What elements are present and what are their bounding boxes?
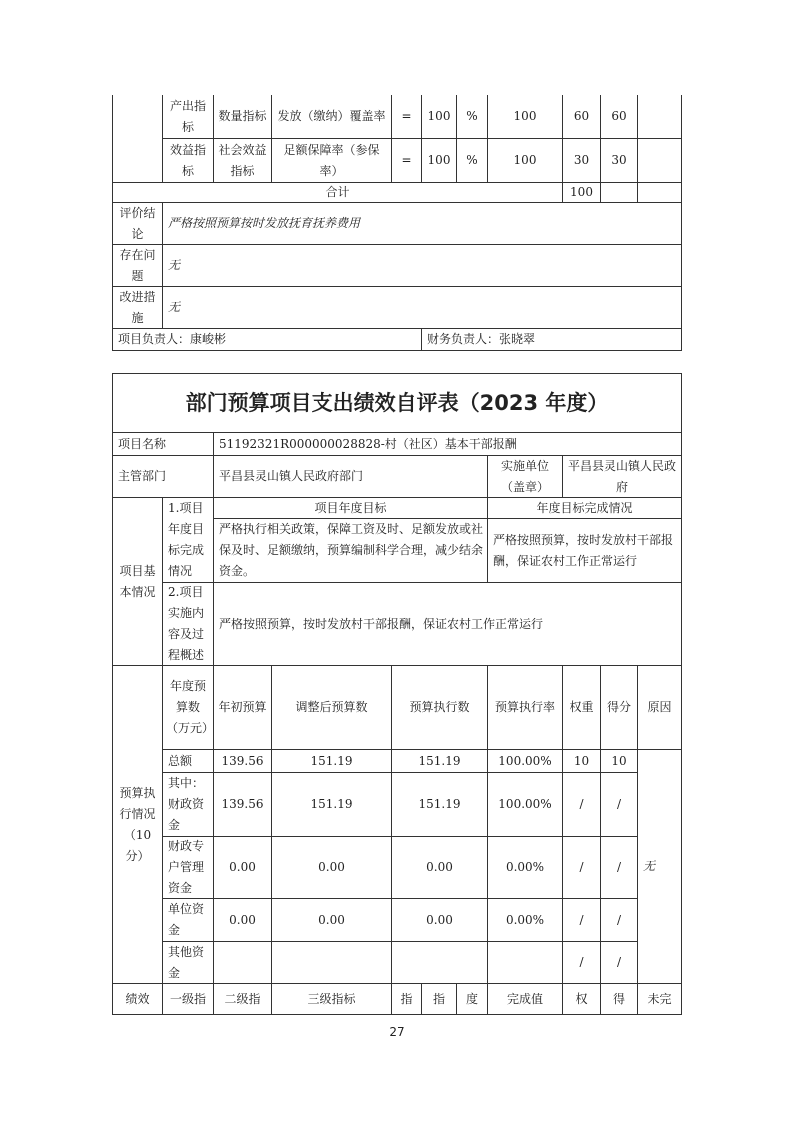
budget-cell: / [600,941,638,984]
score: 60 [600,95,638,139]
budget-cell: 0.00% [487,898,563,942]
improve-text: 无 [162,286,682,329]
goal-text: 严格执行相关政策，保障工资及时、足额发放或社保及时、足额缴纳，预算编制科学合理，减少结余资金。 [213,518,488,583]
budget-cell: 单位资金 [162,898,214,942]
budget-cell: 151.19 [271,749,392,773]
perf-head: 未完 [637,983,682,1015]
project-owner: 项目负责人：康峻彬 [112,328,422,351]
budget-cell: 100.00% [487,772,563,837]
perf-head: 度 [456,983,488,1015]
total-value: 100 [562,182,601,203]
operator: = [391,138,422,183]
budget-cell: / [600,898,638,942]
budget-cell [213,941,272,984]
budget-cell [487,941,563,984]
budget-cell: / [562,941,601,984]
done-header: 年度目标完成情况 [487,497,682,519]
table-title: 部门预算项目支出绩效自评表（2023 年度） [112,373,682,433]
conclusion-label: 评价结论 [112,202,163,245]
unit-value: 平昌县灵山镇人民政府 [562,455,682,498]
basic-info-label: 项目基本情况 [112,497,163,666]
score: 30 [600,138,638,183]
budget-cell: / [600,772,638,837]
unit: % [456,95,488,139]
page-number: 27 [389,1025,405,1039]
budget-cell: 10 [562,749,601,773]
budget-head: 预算执行数 [391,665,488,750]
budget-cell: 0.00 [271,836,392,899]
budget-cell: / [562,772,601,837]
budget-cell: 151.19 [391,772,488,837]
budget-cell: 其中：财政资金 [162,772,214,837]
actual-value: 100 [487,138,563,183]
unit-label: 实施单位（盖章） [487,455,563,498]
budget-head: 得分 [600,665,638,750]
perf-head: 得 [600,983,638,1015]
budget-cell: 10 [600,749,638,773]
perf-head: 权 [562,983,601,1015]
dept-value: 平昌县灵山镇人民政府部门 [213,455,488,498]
budget-cell: 0.00 [213,898,272,942]
budget-cell: 139.56 [213,772,272,837]
project-name-label: 项目名称 [112,432,214,456]
budget-cell: / [600,836,638,899]
operator: = [391,95,422,139]
actual-value: 100 [487,95,563,139]
perf-head: 二级指 [213,983,272,1015]
budget-cell: 0.00% [487,836,563,899]
budget-cell: 0.00 [391,898,488,942]
dept-label: 主管部门 [112,455,214,498]
problem-label: 存在问题 [112,244,163,287]
budget-head: 年度预算数（万元） [162,665,214,750]
budget-head: 年初预算 [213,665,272,750]
budget-label: 预算执行情况（10分） [112,665,163,984]
level1-indicator: 效益指标 [162,138,214,183]
level2-indicator: 社会效益指标 [213,138,272,183]
budget-head: 调整后预算数 [271,665,392,750]
done-text: 严格按照预算，按时发放村干部报酬，保证农村工作正常运行 [487,518,682,583]
total-reason [637,182,682,203]
level1-indicator: 产出指标 [162,95,214,139]
budget-cell: 财政专户管理资金 [162,836,214,899]
perf-head: 指 [391,983,422,1015]
finance-owner: 财务负责人：张晓翠 [421,328,682,351]
perf-head: 绩效 [112,983,163,1015]
target-value: 100 [421,138,457,183]
budget-cell: 151.19 [391,749,488,773]
weight: 60 [562,95,601,139]
unit: % [456,138,488,183]
total-label: 合计 [112,182,563,203]
budget-cell: 0.00 [271,898,392,942]
budget-cell [271,941,392,984]
budget-cell: 139.56 [213,749,272,773]
perf-head: 指 [421,983,457,1015]
blank-cell [112,95,163,183]
level3-indicator: 发放（缴纳）覆盖率 [271,95,392,139]
budget-cell: / [562,898,601,942]
project-name: 51192321R000000028828-村（社区）基本干部报酬 [213,432,682,456]
budget-cell [391,941,488,984]
total-score [600,182,638,203]
budget-cell: 其他资金 [162,941,214,984]
impl-text: 严格按照预算，按时发放村干部报酬，保证农村工作正常运行 [213,582,682,666]
budget-head: 原因 [637,665,682,750]
perf-head: 完成值 [487,983,563,1015]
budget-cell: / [562,836,601,899]
perf-head: 三级指标 [271,983,392,1015]
goal-header: 项目年度目标 [213,497,488,519]
goal-label: 1.项目年度目标完成情况 [162,497,214,583]
budget-cell: 100.00% [487,749,563,773]
target-value: 100 [421,95,457,139]
budget-cell: 151.19 [271,772,392,837]
budget-head: 预算执行率 [487,665,563,750]
budget-reason: 无 [637,749,682,984]
problem-text: 无 [162,244,682,287]
budget-head: 权重 [562,665,601,750]
improve-label: 改进措施 [112,286,163,329]
reason-cell [637,138,682,183]
impl-label: 2.项目实施内容及过程概述 [162,582,214,666]
reason-cell [637,95,682,139]
budget-cell: 总额 [162,749,214,773]
budget-cell: 0.00 [213,836,272,899]
weight: 30 [562,138,601,183]
conclusion-text: 严格按照预算按时发放抚育抚养费用 [162,202,682,245]
level2-indicator: 数量指标 [213,95,272,139]
budget-cell: 0.00 [391,836,488,899]
level3-indicator: 足额保障率（参保率） [271,138,392,183]
perf-head: 一级指 [162,983,214,1015]
